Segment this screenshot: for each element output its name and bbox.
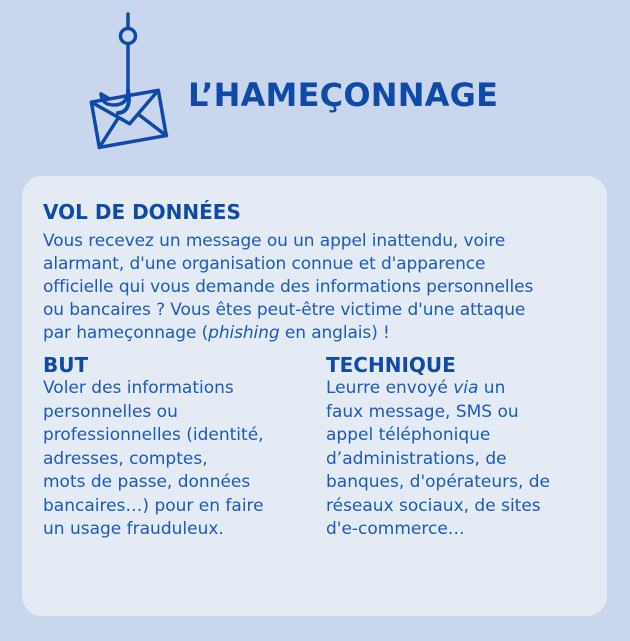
- text-line: faux message, SMS ou: [326, 401, 519, 422]
- emphasis-via: via: [453, 378, 479, 398]
- text-fragment: un: [478, 378, 506, 398]
- text-line: alarmant, d'une organisation connue et d'apparence: [43, 254, 486, 274]
- text-line: ou bancaires ? Vous êtes peut-être victime d'une attaque: [43, 300, 526, 320]
- text-line: un usage frauduleux.: [43, 519, 224, 539]
- text-fragment: Leurre envoyé: [326, 378, 454, 398]
- technique-text: [326, 377, 596, 542]
- text-line: mots de passe, données: [43, 472, 251, 492]
- goal-heading: BUT: [43, 353, 89, 377]
- header: [0, 0, 630, 170]
- text-line: officielle qui vous demande des informations personnelles: [43, 277, 534, 297]
- text-fragment: par hameçonnage (: [43, 323, 209, 343]
- section-heading-data-theft: VOL DE DONNÉES: [43, 200, 241, 224]
- text-line: Voler des informations: [43, 378, 234, 398]
- text-line: bancaires…) pour en faire: [43, 495, 264, 516]
- text-fragment: en anglais) !: [279, 323, 390, 343]
- text-line: professionnelles (identité,: [43, 425, 264, 445]
- info-card: [22, 176, 607, 616]
- hook-envelope-icon: [88, 12, 172, 152]
- columns: [43, 353, 607, 573]
- page-title: L’HAMEÇONNAGE: [188, 76, 499, 114]
- text-line: [326, 377, 596, 401]
- text-line: réseaux sociaux, de sites: [326, 495, 541, 516]
- text-line: appel téléphonique: [326, 425, 491, 445]
- text-line: banques, d'opérateurs, de: [326, 472, 550, 492]
- text-line: adresses, comptes,: [43, 448, 208, 469]
- text-line: d'e-commerce…: [326, 519, 465, 539]
- text-line: [43, 322, 603, 345]
- text-line: personnelles ou: [43, 401, 178, 422]
- technique-heading: TECHNIQUE: [326, 353, 456, 377]
- text-line: d’administrations, de: [326, 448, 507, 469]
- text-line: Vous recevez un message ou un appel inattendu, voire: [43, 231, 506, 251]
- data-theft-description: [43, 230, 603, 345]
- technique-column: [326, 353, 596, 542]
- goal-text: [43, 377, 313, 542]
- emphasis-phishing: phishing: [208, 323, 280, 343]
- goal-column: [43, 353, 313, 542]
